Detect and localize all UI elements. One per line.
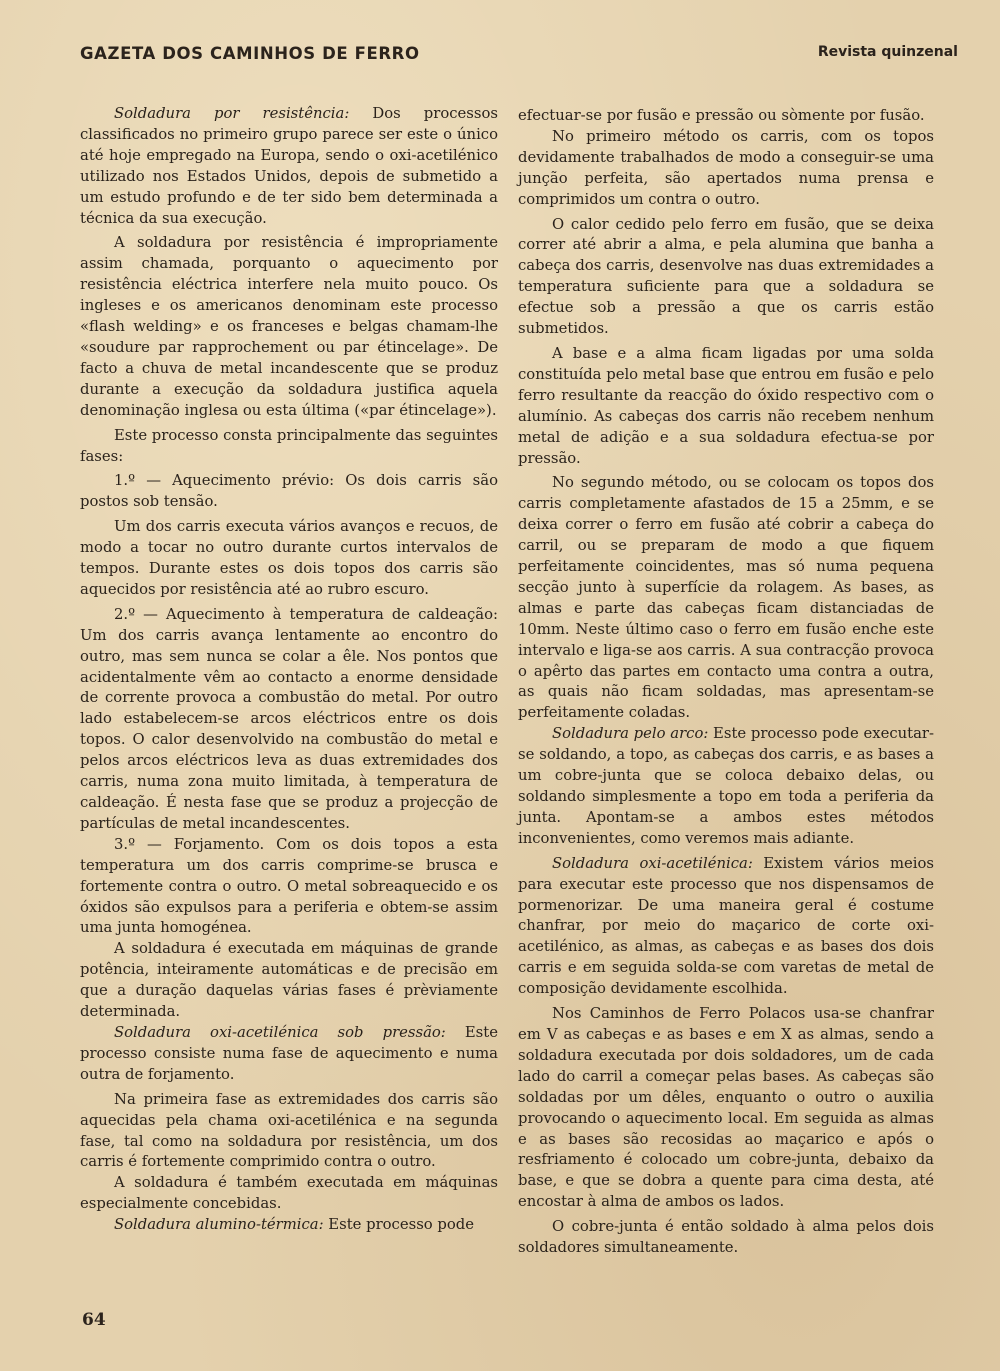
paragraph: No primeiro método os carris, com os topos devidamente trabalhados de modo a conseguir-se uma junção perfeita, são apertados numa prensa e comprimidos um contra o outro. (518, 127, 934, 208)
section-heading: Soldadura pelo arco: (552, 725, 709, 743)
paragraph: Na primeira fase as extremidades dos carris são aquecidas pela chama oxi-acetilénica e na segunda fase, tal como na soldadura por resistência, um dos carris é fortemente comprimido contra o outro. (80, 1090, 498, 1171)
paragraph (518, 724, 934, 849)
paragraph: A soldadura por resistência é impropriamente assim chamada, porquanto o aquecimento por resistência eléctrica interfere nela muito pouco. Os ingleses e os americanos denominam este processo «flash welding» e os franceses e belgas chamam-lhe «soudure par rapprochement ou par étincelage». De facto a chuva de metal incandescente que se produz durante a execução da soldadura justifica aquela denominação inglesa ou esta última («par étincelage»). (80, 234, 498, 419)
paragraph: No segundo método, ou se colocam os topos dos carris completamente afastados de 15 a 25mm, e se deixa correr o ferro em fusão até cobrir a cabeça do carril, ou se preparam de modo a que fiquem perfeitamente coincidentes, mas só numa pequena secção junto à superfície da rolagem. As bases, as almas e parte das cabeças ficam distanciadas de 10mm. Neste último caso o ferro em fusão enche este intervalo e liga-se aos carris. A sua contracção provoca o apêrto das partes em contacto uma contra a outra, as quais não ficam soldadas, mas apresentam-se perfeitamente coladas. (518, 474, 934, 722)
paragraph-text: Dos processos classificados no primeiro grupo parece ser este o único até hoje empregado na Europa, sendo o oxi-acetilénico utilizado nos Estados Unidos, depois de submetido a um estudo profundo e de ter sido bem determinada a técnica da sua execução. (80, 105, 498, 227)
paragraph-text: Este processo pode executar-se soldando, a topo, as cabeças dos carris, e as bases a um cobre-junta que se coloca debaixo delas, ou soldando simplesmente a topo em toda a periferia da junta. Apontam-se a ambos estes métodos inconvenientes, como veremos mais adiante. (518, 725, 934, 847)
paragraph: Este processo consta principalmente das seguintes fases: (80, 426, 498, 465)
left-column (80, 104, 498, 1236)
paragraph: A soldadura é executada em máquinas de grande potência, inteiramente automáticas e de precisão em que a duração daquelas várias fases é prèviamente determinada. (80, 940, 498, 1021)
paragraph-text: Este processo consiste numa fase de aquecimento e numa outra de forjamento. (80, 1023, 498, 1083)
paragraph: 2.º — Aquecimento à temperatura de caldeação: Um dos carris avança lentamente ao encontro do outro, mas sem nunca se colar a êle. Nos pontos que acidentalmente vêm ao contacto a enorme densidade de corrente provoca a combustão do metal. Por outro lado estabelecem-se arcos eléctricos entre os dois topos. O calor desenvolvido na combustão do metal e pelos arcos eléctricos leva as duas extremidades dos carris, numa zona muito limitada, à temperatura de caldeação. É nesta fase que se produz a projecção de partículas de metal incandescentes. (80, 605, 498, 832)
paragraph-text: Este processo pode (323, 1216, 475, 1234)
paragraph: 1.º — Aquecimento prévio: Os dois carris são postos sob tensão. (80, 472, 498, 511)
paragraph: 3.º — Forjamento. Com os dois topos a esta temperatura um dos carris comprime-se brusca e fortemente contra o outro. O metal sobreaquecido e os óxidos são expulsos para a periferia e obtem-se assim uma junta homogénea. (80, 835, 498, 937)
paragraph: A soldadura é também executada em máquinas especialmente concebidas. (80, 1174, 498, 1213)
paragraph (80, 1215, 498, 1236)
paragraph: O cobre-junta é então soldado à alma pelos dois soldadores simultaneamente. (518, 1218, 934, 1257)
paragraph (80, 1023, 498, 1086)
journal-subtitle: Revista quinzenal (817, 44, 958, 60)
section-heading: Soldadura oxi-acetilénica: (552, 854, 753, 872)
paragraph: Nos Caminhos de Ferro Polacos usa-se chanfrar em V as cabeças e as bases e em X as almas, sendo a soldadura executada por dois soldadores, um de cada lado do carril a começar pelas bases. As cabeças são soldadas por um dêles, enquanto o outro o auxilia provocando o aquecimento local. Em seguida as almas e as bases são recosidas ao maçarico e após o resfriamento é colocado um cobre-junta, debaixo da base, e que se dobra a quente para cima desta, até encostar à alma de ambos os lados. (518, 1005, 934, 1211)
paragraph (518, 854, 934, 1000)
paragraph (80, 104, 498, 229)
section-heading: Soldadura por resistência: (114, 105, 350, 122)
paragraph: A base e a alma ficam ligadas por uma solda constituída pelo metal base que entrou em fusão e pelo ferro resultante da reacção do óxido respectivo com o alumínio. As cabeças dos carris não recebem nenhum metal de adição e a sua soldadura efectua-se por pressão. (518, 344, 934, 467)
section-heading: Soldadura alumino-térmica: (114, 1216, 324, 1234)
paragraph: O calor cedido pelo ferro em fusão, que se deixa correr até abrir a alma, e pela alumina que banha a cabeça dos carris, desenvolve nas duas extremidades a temperatura suficiente para que a soldadura se efectue sob a pressão a que os carris estão submetidos. (518, 215, 934, 338)
paragraph-text: Existem vários meios para executar este processo que nos dispensamos de pormenorizar. De uma maneira geral é costume chanfrar, por meio do maçarico de corte oxi-acetilénico, as almas, as cabeças e as bases dos dois carris e em seguida solda-se com varetas de metal de composição devidamente escolhida. (518, 854, 934, 998)
section-heading: Soldadura oxi-acetilénica sob pressão: (114, 1023, 446, 1041)
right-column (518, 106, 934, 1259)
paragraph: efectuar-se por fusão e pressão ou sòmente por fusão. (518, 107, 925, 124)
journal-title: GAZETA DOS CAMINHOS DE FERRO (80, 44, 420, 63)
page-number: 64 (82, 1310, 106, 1330)
paragraph: Um dos carris executa vários avanços e recuos, de modo a tocar no outro durante curtos intervalos de tempos. Durante estes os dois topos dos carris são aquecidos por resistência até ao rubro escuro. (80, 518, 498, 598)
